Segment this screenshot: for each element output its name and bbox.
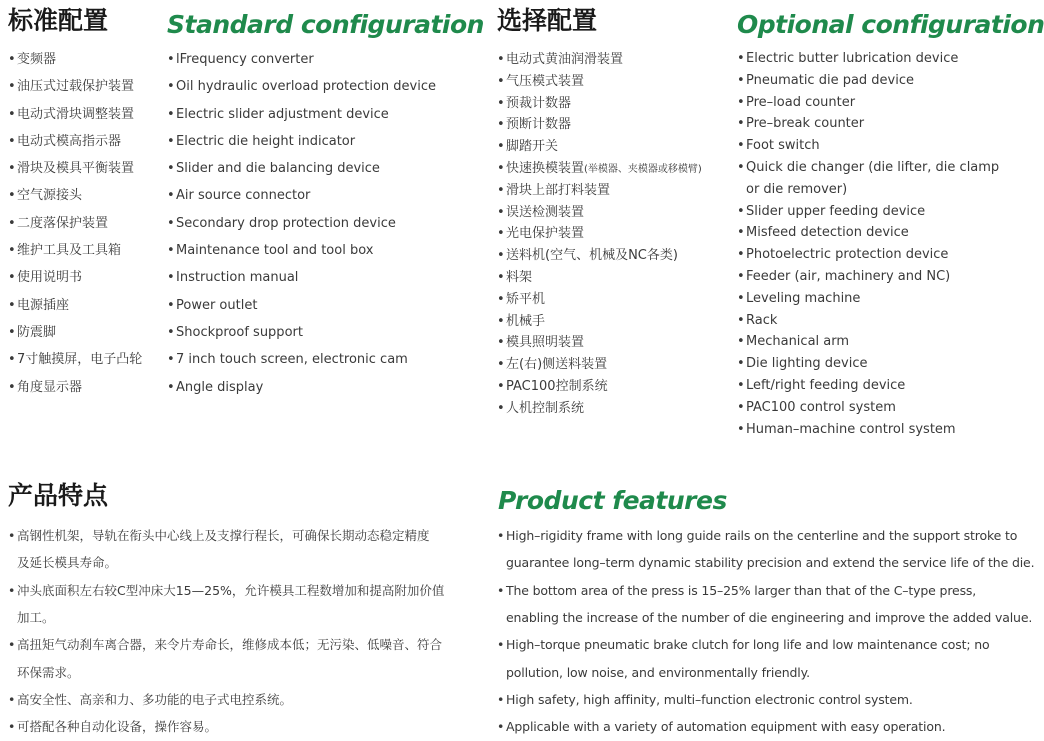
bullet-icon: • <box>8 52 16 67</box>
optional-en-item-text: PAC100 control system <box>746 399 896 415</box>
bullet-icon: • <box>167 352 175 368</box>
optional-cn-item <box>497 289 702 311</box>
standard-cn-item <box>8 319 142 346</box>
optional-en-item <box>737 288 999 310</box>
bullet-icon: • <box>8 528 16 543</box>
optional-en-item-text: Rack <box>746 312 778 328</box>
bullet-icon: • <box>8 79 16 95</box>
standard-cn-item-text: 变频器 <box>17 52 57 67</box>
bullet-icon: • <box>497 357 505 373</box>
optional-cn-item-text: 左(右)侧送料装置 <box>506 357 608 373</box>
bullet-icon: • <box>8 243 16 259</box>
features-en-item <box>497 631 1034 686</box>
features-cn-item-line <box>8 522 444 549</box>
standard-en-item <box>167 46 436 73</box>
standard-en-item <box>167 374 436 401</box>
optional-cn-item-text: 快速换模装置 <box>506 160 585 176</box>
bullet-icon: • <box>737 94 745 110</box>
optional-en-item-text: Photoelectric protection device <box>746 247 949 263</box>
optional-en-item <box>737 310 999 332</box>
features-cn-item-line <box>8 713 444 740</box>
standard-en-item <box>167 128 436 155</box>
features-list-en <box>497 522 1034 741</box>
optional-en-item-text: Left/right feeding device <box>746 377 906 393</box>
standard-cn-item-text: 维护工具及工具箱 <box>17 243 122 259</box>
bullet-icon: • <box>497 139 505 155</box>
bullet-icon: • <box>8 106 16 122</box>
optional-cn-item <box>497 49 702 71</box>
optional-en-item-text: Pre–load counter <box>746 94 856 110</box>
standard-en-item <box>167 73 436 100</box>
standard-cn-item <box>8 237 142 264</box>
standard-cn-item <box>8 210 142 237</box>
optional-cn-item-text: 滑块上部打料装置 <box>506 182 611 198</box>
standard-list-cn <box>8 46 142 401</box>
optional-cn-item <box>497 93 702 115</box>
standard-cn-item-text: 电动式滑块调整装置 <box>17 106 135 122</box>
optional-en-item-text: or die remover) <box>746 181 848 197</box>
optional-cn-item <box>497 398 702 420</box>
standard-cn-item <box>8 101 142 128</box>
bullet-icon: • <box>737 138 745 154</box>
bullet-icon: • <box>497 313 505 329</box>
optional-en-item-text: Misfeed detection device <box>746 225 909 241</box>
bullet-icon: • <box>737 116 745 132</box>
bullet-icon: • <box>8 637 16 653</box>
bullet-icon: • <box>497 73 505 89</box>
standard-en-item-text: Air source connector <box>176 188 311 204</box>
optional-cn-item-text: 脚踏开关 <box>506 139 559 155</box>
standard-title-en: Standard configuration <box>167 10 484 39</box>
standard-cn-item-text: 油压式过载保护装置 <box>17 79 135 95</box>
bullet-icon: • <box>497 291 505 307</box>
standard-cn-item <box>8 46 142 73</box>
optional-en-item <box>737 419 999 441</box>
features-cn-item <box>8 522 444 577</box>
bullet-icon: • <box>737 312 745 328</box>
optional-cn-item <box>497 332 702 354</box>
standard-en-item-text: Power outlet <box>176 297 258 313</box>
optional-cn-item-text: 预裁计数器 <box>506 95 572 111</box>
standard-en-item-text: Electric die height indicator <box>176 133 356 149</box>
optional-en-item <box>737 331 999 353</box>
bullet-icon: • <box>737 421 745 437</box>
standard-en-item-text: Maintenance tool and tool box <box>176 243 374 259</box>
optional-cn-item <box>497 136 702 158</box>
optional-en-item-text: Quick die changer (die lifter, die clamp <box>746 159 1000 175</box>
standard-en-item <box>167 346 436 373</box>
optional-en-item-text: Electric butter lubrication device <box>746 51 959 66</box>
bullet-icon: • <box>737 290 745 306</box>
bullet-icon: • <box>167 379 175 395</box>
optional-en-item <box>737 92 999 114</box>
standard-cn-item-text: 防震脚 <box>17 324 57 340</box>
features-cn-item <box>8 577 444 632</box>
bullet-icon: • <box>8 215 16 231</box>
bullet-icon: • <box>497 204 505 220</box>
bullet-icon: • <box>497 117 505 133</box>
optional-en-item-text: Slider upper feeding device <box>746 203 926 219</box>
standard-en-item-text: Angle display <box>176 379 264 395</box>
optional-cn-item-text: 料架 <box>506 269 533 285</box>
standard-cn-item-text: 7寸触摸屏，电子凸轮 <box>17 352 143 368</box>
bullet-icon: • <box>167 79 175 95</box>
features-en-item-line <box>497 686 1034 713</box>
standard-cn-item <box>8 128 142 155</box>
features-en-item-text: pollution, low noise, and environmentally friendly. <box>506 664 810 680</box>
features-cn-item-line <box>8 549 444 576</box>
features-cn-item-text: 高钢性机架，导轨在衔头中心线上及支撑行程长，可确保长期动态稳定精度 <box>17 528 430 543</box>
bullet-icon: • <box>737 268 745 284</box>
bullet-icon: • <box>497 335 505 351</box>
standard-en-item-text: Shockproof support <box>176 324 303 340</box>
standard-en-item-text: Oil hydraulic overload protection device <box>176 79 436 95</box>
bullet-icon: • <box>737 51 745 66</box>
optional-title-cn: 选择配置 <box>497 6 598 35</box>
bullet-icon: • <box>737 399 745 415</box>
optional-en-item <box>737 397 999 419</box>
bullet-icon: • <box>8 188 16 204</box>
optional-cn-item-text: 预断计数器 <box>506 117 572 133</box>
standard-cn-item-text: 空气源接头 <box>17 188 83 204</box>
standard-cn-item-text: 电动式模高指示器 <box>17 133 122 149</box>
features-cn-item-text: 加工。 <box>17 610 55 626</box>
features-en-item-text: High–torque pneumatic brake clutch for long life and low maintenance cost; no <box>506 637 990 653</box>
optional-en-item-text: Die lighting device <box>746 356 868 372</box>
standard-cn-item-text: 滑块及模具平衡装置 <box>17 161 135 177</box>
optional-en-item <box>737 201 999 223</box>
standard-cn-item <box>8 264 142 291</box>
bullet-icon: • <box>167 161 175 177</box>
optional-cn-item-text: 机械手 <box>506 313 546 329</box>
bullet-icon: • <box>737 203 745 219</box>
bullet-icon: • <box>497 692 505 708</box>
bullet-icon: • <box>497 52 505 67</box>
standard-cn-item <box>8 182 142 209</box>
features-en-item-line <box>497 577 1034 604</box>
bullet-icon: • <box>8 719 16 735</box>
standard-en-item <box>167 101 436 128</box>
bullet-icon: • <box>497 269 505 285</box>
features-title-cn: 产品特点 <box>8 481 109 510</box>
optional-cn-item <box>497 354 702 376</box>
bullet-icon: • <box>167 106 175 122</box>
features-cn-item-text: 可搭配各种自动化设备，操作容易。 <box>17 719 218 735</box>
optional-cn-item-text: 人机控制系统 <box>506 400 585 416</box>
standard-en-item-text: Slider and die balancing device <box>176 161 380 177</box>
optional-cn-item-text: PAC100控制系统 <box>506 378 608 394</box>
bullet-icon: • <box>497 719 505 735</box>
bullet-icon: • <box>8 352 16 368</box>
bullet-icon: • <box>497 226 505 242</box>
features-cn-item-line <box>8 577 444 604</box>
optional-en-item-text: Pre–break counter <box>746 116 865 132</box>
optional-en-item-text: Feeder (air, machinery and NC) <box>746 268 951 284</box>
optional-cn-item-text: 光电保护装置 <box>506 226 585 242</box>
standard-en-item <box>167 155 436 182</box>
bullet-icon: • <box>167 297 175 313</box>
optional-cn-item <box>497 267 702 289</box>
optional-cn-item <box>497 71 702 93</box>
bullet-icon: • <box>497 582 505 598</box>
optional-cn-item-text: 送料机(空气、机械及NC各类) <box>506 248 678 264</box>
features-cn-item-text: 环保需求。 <box>17 664 80 680</box>
standard-cn-item-text: 电源插座 <box>17 297 70 313</box>
optional-en-item <box>737 375 999 397</box>
bullet-icon: • <box>737 377 745 393</box>
features-cn-item <box>8 713 444 740</box>
standard-cn-item-text: 使用说明书 <box>17 270 83 286</box>
standard-en-item <box>167 237 436 264</box>
standard-en-item <box>167 264 436 291</box>
features-en-item-line <box>497 713 1034 740</box>
bullet-icon: • <box>8 133 16 149</box>
bullet-icon: • <box>8 692 16 708</box>
bullet-icon: • <box>8 324 16 340</box>
bullet-icon: • <box>737 225 745 241</box>
features-en-item-line <box>497 549 1034 576</box>
features-en-item-text: enabling the increase of the number of die engineering and improve the added value. <box>506 610 1033 626</box>
optional-cn-item <box>497 223 702 245</box>
optional-list-cn <box>497 49 702 420</box>
bullet-icon: • <box>497 248 505 264</box>
optional-en-item <box>737 222 999 244</box>
features-cn-item-line <box>8 686 444 713</box>
standard-en-item-text: Instruction manual <box>176 270 299 286</box>
optional-en-item <box>737 266 999 288</box>
optional-cn-item <box>497 245 702 267</box>
features-en-item-line <box>497 659 1034 686</box>
features-list-cn <box>8 522 444 741</box>
optional-cn-item-text: 矫平机 <box>506 291 546 307</box>
bullet-icon: • <box>167 243 175 259</box>
optional-en-item <box>737 157 999 179</box>
features-cn-item-line <box>8 659 444 686</box>
optional-en-item-text: Mechanical arm <box>746 334 850 350</box>
standard-en-item-text: lFrequency converter <box>176 52 314 67</box>
standard-en-item <box>167 210 436 237</box>
features-cn-item-text: 冲头底面积左右较C型冲床大15—25%，允许模具工程数增加和提高附加价值 <box>17 582 445 598</box>
bullet-icon: • <box>497 637 505 653</box>
standard-list-en <box>167 46 436 401</box>
bullet-icon: • <box>737 334 745 350</box>
optional-cn-item-text: 电动式黄油润滑装置 <box>506 52 624 67</box>
features-cn-item-line <box>8 604 444 631</box>
optional-cn-item-text: 气压模式装置 <box>506 73 585 89</box>
optional-cn-item-text: 误送检测装置 <box>506 204 585 220</box>
features-en-item <box>497 713 1034 740</box>
optional-en-item <box>737 70 999 92</box>
bullet-icon: • <box>167 270 175 286</box>
optional-cn-item <box>497 311 702 333</box>
bullet-icon: • <box>497 400 505 416</box>
optional-cn-item <box>497 376 702 398</box>
bullet-icon: • <box>8 582 16 598</box>
optional-cn-item <box>497 180 702 202</box>
bullet-icon: • <box>167 324 175 340</box>
bullet-icon: • <box>497 528 505 543</box>
optional-en-item-text: Human–machine control system <box>746 421 956 437</box>
bullet-icon: • <box>497 378 505 394</box>
optional-cn-item-subtext: (举模器、夹模器或移模臂) <box>584 163 702 175</box>
features-cn-item-line <box>8 631 444 658</box>
bullet-icon: • <box>737 356 745 372</box>
standard-cn-item <box>8 346 142 373</box>
optional-cn-item <box>497 158 702 180</box>
standard-en-item <box>167 319 436 346</box>
standard-cn-item-text: 角度显示器 <box>17 379 83 395</box>
standard-title-cn: 标准配置 <box>8 6 109 35</box>
features-cn-item-text: 及延长模具寿命。 <box>17 555 118 571</box>
standard-en-item <box>167 292 436 319</box>
optional-cn-item <box>497 202 702 224</box>
bullet-icon: • <box>167 215 175 231</box>
features-cn-item <box>8 686 444 713</box>
optional-list-en <box>737 48 999 440</box>
optional-en-item <box>737 135 999 157</box>
features-cn-item-text: 高扭矩气动刹车离合器，来令片寿命长，维修成本低；无污染、低噪音、符合 <box>17 637 443 653</box>
features-title-en: Product features <box>498 486 727 515</box>
bullet-icon: • <box>8 297 16 313</box>
features-cn-item <box>8 631 444 686</box>
features-en-item-line <box>497 631 1034 658</box>
optional-en-item <box>737 48 999 70</box>
bullet-icon: • <box>497 160 505 176</box>
features-en-item <box>497 522 1034 577</box>
features-cn-item-text: 高安全性、高亲和力、多功能的电子式电控系统。 <box>17 692 293 708</box>
optional-cn-item-text: 模具照明装置 <box>506 335 585 351</box>
optional-en-item-text: Pneumatic die pad device <box>746 72 915 88</box>
bullet-icon: • <box>167 133 175 149</box>
standard-cn-item <box>8 374 142 401</box>
bullet-icon: • <box>737 159 745 175</box>
standard-cn-item <box>8 292 142 319</box>
features-en-item-text: High–rigidity frame with long guide rails on the centerline and the support stroke to <box>506 528 1018 543</box>
bullet-icon: • <box>497 95 505 111</box>
bullet-icon: • <box>737 247 745 263</box>
optional-title-en: Optional configuration <box>737 10 1044 39</box>
features-en-item-text: The bottom area of the press is 15–25% larger than that of the C–type press, <box>506 582 977 598</box>
bullet-icon: • <box>167 52 175 67</box>
features-en-item <box>497 577 1034 632</box>
standard-en-item-text: 7 inch touch screen, electronic cam <box>176 352 408 368</box>
features-en-item-line <box>497 522 1034 549</box>
features-en-item-text: High safety, high affinity, multi–function electronic control system. <box>506 692 913 708</box>
standard-en-item-text: Secondary drop protection device <box>176 215 396 231</box>
features-en-item-text: guarantee long–term dynamic stability precision and extend the service life of the die. <box>506 555 1035 571</box>
bullet-icon: • <box>8 379 16 395</box>
optional-en-item <box>737 353 999 375</box>
bullet-icon: • <box>167 188 175 204</box>
standard-en-item <box>167 182 436 209</box>
features-en-item <box>497 686 1034 713</box>
bullet-icon: • <box>8 270 16 286</box>
features-en-item-line <box>497 604 1034 631</box>
optional-en-item-text: Foot switch <box>746 138 820 154</box>
optional-en-item-continuation <box>737 179 999 201</box>
bullet-icon: • <box>8 161 16 177</box>
bullet-icon: • <box>737 72 745 88</box>
bullet-icon: • <box>497 182 505 198</box>
standard-en-item-text: Electric slider adjustment device <box>176 106 389 122</box>
optional-en-item <box>737 244 999 266</box>
standard-cn-item-text: 二度落保护装置 <box>17 215 109 231</box>
optional-en-item <box>737 113 999 135</box>
optional-cn-item <box>497 114 702 136</box>
optional-en-item-text: Leveling machine <box>746 290 861 306</box>
standard-cn-item <box>8 73 142 100</box>
features-en-item-text: Applicable with a variety of automation equipment with easy operation. <box>506 719 946 735</box>
standard-cn-item <box>8 155 142 182</box>
